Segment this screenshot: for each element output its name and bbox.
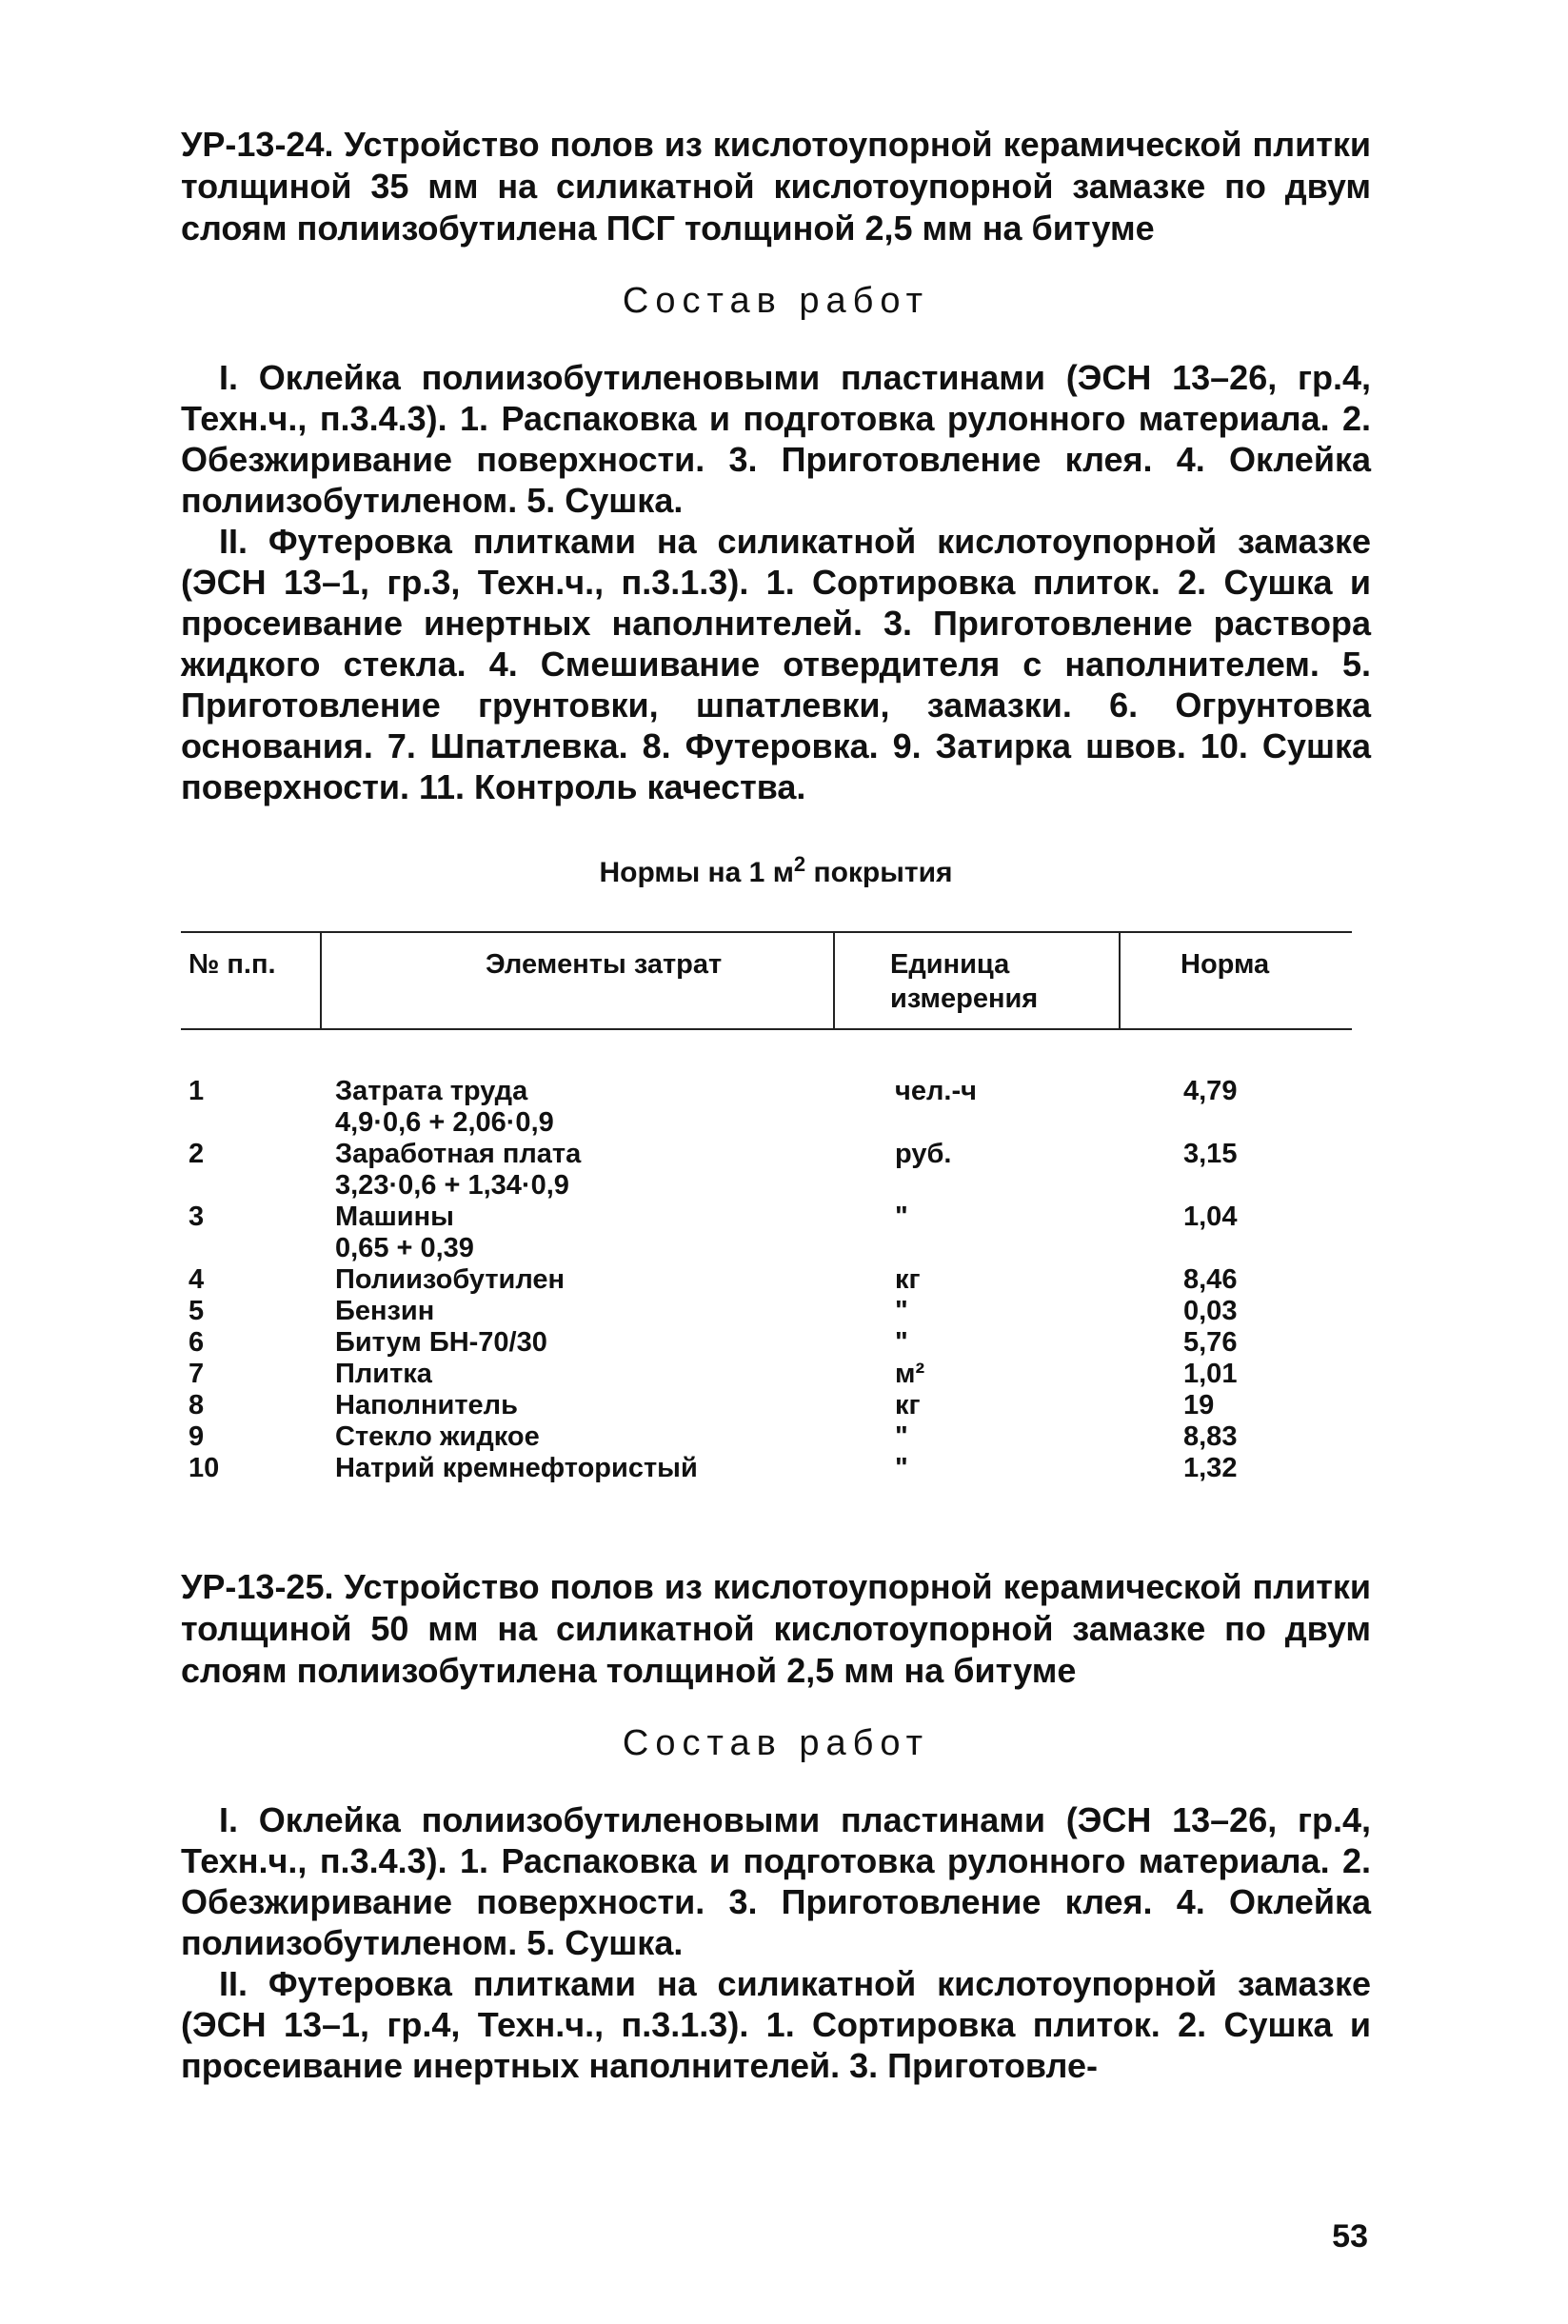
row-formula: 0,65 + 0,39 <box>335 1233 474 1263</box>
row-unit: чел.-ч <box>895 1076 977 1106</box>
row-number: 9 <box>189 1421 205 1452</box>
row-unit: " <box>895 1421 908 1452</box>
row-number: 6 <box>189 1327 205 1358</box>
row-unit: кг <box>895 1264 921 1295</box>
row-element: Бензин <box>335 1296 435 1326</box>
header-norm: Норма <box>1181 949 1270 980</box>
row-unit: " <box>895 1327 908 1358</box>
row-unit: м² <box>895 1359 925 1389</box>
section1-items <box>181 357 1371 807</box>
row-element: Битум БН-70/30 <box>335 1327 547 1358</box>
row-unit: " <box>895 1296 908 1326</box>
row-norm: 0,03 <box>1183 1296 1238 1326</box>
table-col-divider <box>833 931 835 1028</box>
page-number: 53 <box>1332 2218 1368 2254</box>
row-norm: 1,32 <box>1183 1453 1238 1483</box>
section2-code: УР-13-25. <box>181 1567 334 1606</box>
header-element: Элементы затрат <box>486 949 723 980</box>
row-norm: 1,01 <box>1183 1359 1238 1389</box>
norms-caption: Нормы на 1 $м^2$ покрытия <box>599 852 953 888</box>
section1-code: УР-13-24. <box>181 125 334 164</box>
row-unit: кг <box>895 1390 921 1420</box>
row-number: 4 <box>189 1264 205 1295</box>
section1-item-2: II. Футеровка плитками на силикатной кислотоупорной замазке (ЭСН 13–1, гр.3, Техн.ч., п.3.1.3). 1. Сортировка плиток. 2. Сушка и просеивание инертных наполнителей. 3. Приготовление раствора жидкого стекла. 4. Смешивание отвердителя с наполнителем. 5. Приготовление грунтовки, шпатлевки, замазки. 6. Огрунтовка основания. 7. Шпатлевка. 8. Футеровка. 9. Затирка швов. 10. Сушка поверхности. 11. Контроль качества. <box>181 522 1371 806</box>
row-element: Заработная плата <box>335 1139 582 1169</box>
row-formula: 4,9·0,6 + 2,06·0,9 <box>335 1107 554 1138</box>
row-element: Машины <box>335 1202 454 1232</box>
section2-items <box>181 1799 1371 2086</box>
row-number: 3 <box>189 1202 205 1232</box>
row-number: 10 <box>189 1453 220 1483</box>
section1-title-text: Устройство полов из кислотоупорной керамической плитки толщиной 35 мм на силикатной кислотоупорной замазке по двум слоям полиизобутилена ПСГ толщиной 2,5 мм на битуме <box>181 125 1371 248</box>
row-norm: 3,15 <box>1183 1139 1238 1169</box>
section2-item-1: I. Оклейка полиизобутиленовыми пластинами (ЭСН 13–26, гр.4, Техн.ч., п.3.4.3). 1. Распаковка и подготовка рулонного материала. 2. Обезжиривание поверхности. 3. Приготовление клея. 4. Оклейка полиизобутиленом. 5. Сушка. <box>181 1800 1371 1962</box>
row-element: Полиизобутилен <box>335 1264 566 1295</box>
table-col-divider <box>320 931 322 1028</box>
row-number: 1 <box>189 1076 205 1106</box>
table-col-divider <box>1119 931 1121 1028</box>
section1-title <box>181 124 1371 249</box>
section2-works-heading: Состав работ <box>622 1723 930 1763</box>
row-number: 8 <box>189 1390 205 1420</box>
row-norm: 5,76 <box>1183 1327 1238 1358</box>
row-formula: 3,23·0,6 + 1,34·0,9 <box>335 1170 569 1201</box>
row-norm: 8,83 <box>1183 1421 1238 1452</box>
row-number: 7 <box>189 1359 205 1389</box>
section1-item-1: I. Оклейка полиизобутиленовыми пластинами (ЭСН 13–26, гр.4, Техн.ч., п.3.4.3). 1. Распаковка и подготовка рулонного материала. 2. Обезжиривание поверхности. 3. Приготовление клея. 4. Оклейка полиизобутиленом. 5. Сушка. <box>181 358 1371 520</box>
table-header-bottom-rule <box>181 1028 1352 1030</box>
row-element: Стекло жидкое <box>335 1421 540 1452</box>
row-unit: " <box>895 1202 908 1232</box>
section2-item-2: II. Футеровка плитками на силикатной кислотоупорной замазке (ЭСН 13–1, гр.4, Техн.ч., п.3.1.3). 1. Сортировка плиток. 2. Сушка и просеивание инертных наполнителей. 3. Приготовле- <box>181 1964 1371 2085</box>
row-unit: руб. <box>895 1139 952 1169</box>
header-num: № п.п. <box>189 949 276 980</box>
section2-title-text: Устройство полов из кислотоупорной керамической плитки толщиной 50 мм на силикатной кислотоупорной замазке по двум слоям полиизобутилена толщиной 2,5 мм на битуме <box>181 1567 1371 1690</box>
row-norm: 1,04 <box>1183 1202 1238 1232</box>
header-unit: Единица измерения <box>890 949 1039 1014</box>
row-number: 2 <box>189 1139 205 1169</box>
row-element: Плитка <box>335 1359 432 1389</box>
section1-works-heading: Состав работ <box>622 281 930 321</box>
row-norm: 8,46 <box>1183 1264 1238 1295</box>
row-number: 5 <box>189 1296 205 1326</box>
row-element: Затрата труда <box>335 1076 528 1106</box>
row-element: Наполнитель <box>335 1390 518 1420</box>
row-unit: " <box>895 1453 908 1483</box>
table-top-rule <box>181 931 1352 933</box>
row-norm: 19 <box>1183 1390 1215 1420</box>
section2-title <box>181 1566 1371 1692</box>
row-norm: 4,79 <box>1183 1076 1238 1106</box>
row-element: Натрий кремнефтористый <box>335 1453 698 1483</box>
